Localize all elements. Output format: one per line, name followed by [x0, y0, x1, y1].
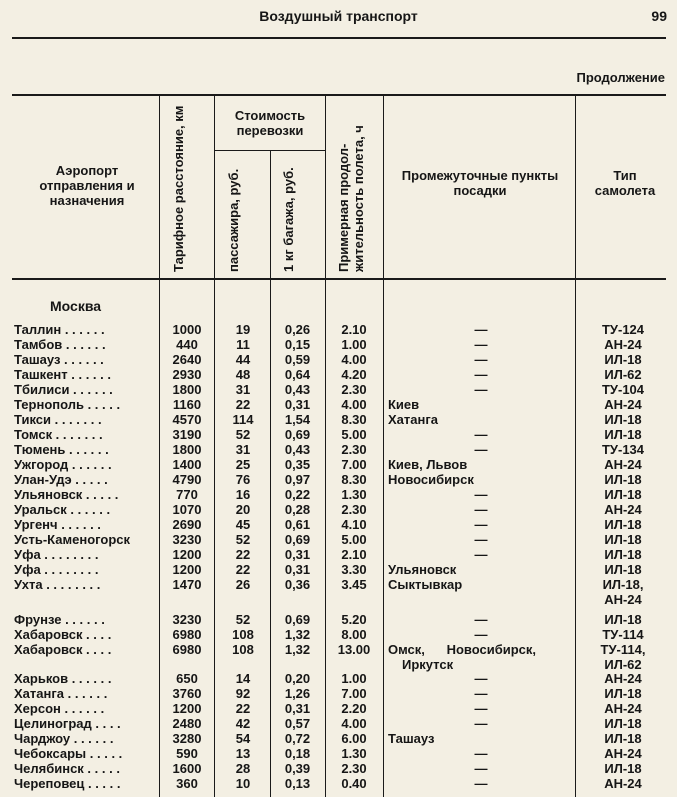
stops-cell: —	[474, 547, 488, 562]
passenger-fare-cell: 108	[232, 642, 254, 657]
stops-cell: —	[474, 761, 488, 776]
stops-cell: —	[474, 352, 488, 367]
passenger-fare-cell: 48	[235, 367, 251, 382]
stops-cell: —	[474, 427, 488, 442]
baggage-fare-cell: 0,35	[284, 457, 311, 472]
duration-cell: 5.00	[341, 532, 367, 547]
page-number: 99	[651, 8, 667, 24]
airport-name: Харьков . . . . . .	[14, 671, 112, 686]
aircraft-cell: ТУ-124	[601, 322, 645, 337]
airport-name: Уральск . . . . . .	[14, 502, 111, 517]
baggage-fare-cell: 0,39	[284, 761, 311, 776]
table-row	[0, 472, 677, 487]
stops-cell: —	[474, 337, 488, 352]
distance-cell: 1160	[172, 397, 202, 412]
table-header-rule	[12, 278, 666, 280]
passenger-fare-cell: 92	[235, 686, 251, 701]
baggage-fare-cell: 0,28	[284, 502, 311, 517]
airport-name: Фрунзе . . . . . .	[14, 612, 105, 627]
duration-cell: 2.30	[341, 761, 367, 776]
airport-name: Череповец . . . . .	[14, 776, 121, 791]
distance-cell: 2480	[172, 716, 202, 731]
table-row	[0, 547, 677, 562]
aircraft-cell: ИЛ-18	[604, 562, 642, 577]
stops-cell: —	[474, 517, 488, 532]
aircraft-cell: АН-24	[604, 397, 642, 412]
stops-cell: —	[474, 532, 488, 547]
distance-cell: 1800	[172, 442, 202, 457]
aircraft-cell: ТУ-114,	[600, 642, 646, 657]
header-airport: Аэропорт отправления и назначения	[39, 163, 135, 208]
airport-name: Тбилиси . . . . . .	[14, 382, 113, 397]
baggage-fare-cell: 0,59	[284, 352, 311, 367]
passenger-fare-cell: 54	[235, 731, 251, 746]
table-row	[0, 776, 677, 791]
baggage-fare-cell: 0,97	[284, 472, 311, 487]
baggage-fare-cell: 0,69	[284, 612, 311, 627]
aircraft-cell-continued: ИЛ-62	[604, 657, 642, 672]
airport-name: Таллин . . . . . .	[14, 322, 105, 337]
airport-name: Ташауз . . . . . .	[14, 352, 104, 367]
baggage-fare-cell: 0,31	[284, 547, 311, 562]
airport-name: Хабаровск . . . .	[14, 627, 112, 642]
distance-cell: 1200	[172, 562, 202, 577]
passenger-fare-cell: 31	[235, 382, 251, 397]
distance-cell: 4570	[172, 412, 202, 427]
duration-cell: 1.00	[341, 337, 367, 352]
airport-name: Ургенч . . . . . .	[14, 517, 101, 532]
distance-cell: 3230	[172, 612, 202, 627]
header-stops: Промежуточные пункты посадки	[401, 168, 559, 198]
aircraft-cell: ИЛ-18	[604, 716, 642, 731]
duration-cell: 2.10	[341, 322, 367, 337]
duration-cell: 7.00	[341, 686, 367, 701]
baggage-fare-cell: 0,72	[284, 731, 311, 746]
distance-cell: 1800	[172, 382, 202, 397]
baggage-fare-cell: 0,64	[284, 367, 311, 382]
stops-cell: —	[474, 701, 488, 716]
duration-cell: 4.20	[341, 367, 367, 382]
passenger-fare-cell: 22	[235, 397, 251, 412]
duration-cell: 5.20	[341, 612, 367, 627]
aircraft-cell: ИЛ-18	[604, 487, 642, 502]
duration-cell: 2.10	[341, 547, 367, 562]
aircraft-cell: ИЛ-18	[604, 547, 642, 562]
stops-cell: —	[474, 671, 488, 686]
distance-cell: 650	[176, 671, 198, 686]
distance-cell: 1470	[172, 577, 202, 592]
table-row	[0, 716, 677, 731]
aircraft-cell: ТУ-134	[601, 442, 645, 457]
airport-name: Ульяновск . . . . .	[14, 487, 119, 502]
aircraft-cell: АН-24	[604, 776, 642, 791]
table-row	[0, 427, 677, 442]
duration-cell: 1.30	[341, 746, 367, 761]
baggage-fare-cell: 0,57	[284, 716, 311, 731]
baggage-fare-cell: 1,32	[284, 642, 311, 657]
duration-cell: 2.30	[341, 442, 367, 457]
header-rule	[12, 37, 666, 39]
passenger-fare-cell: 16	[235, 487, 251, 502]
passenger-fare-cell: 76	[235, 472, 251, 487]
table-row	[0, 577, 677, 607]
passenger-fare-cell: 10	[235, 776, 251, 791]
passenger-fare-cell: 114	[232, 412, 254, 427]
airport-name: Челябинск . . . . .	[14, 761, 120, 776]
aircraft-cell: ИЛ-62	[604, 367, 642, 382]
table-row	[0, 761, 677, 776]
baggage-fare-cell: 0,26	[284, 322, 311, 337]
header-passenger: пассажира, руб.	[226, 168, 241, 272]
stops-cell: Киев	[388, 397, 420, 412]
passenger-fare-cell: 19	[235, 322, 251, 337]
aircraft-cell: АН-24	[604, 457, 642, 472]
distance-cell: 3760	[172, 686, 202, 701]
duration-cell: 4.10	[341, 517, 367, 532]
stops-cell: —	[474, 627, 488, 642]
stops-cell: Киев, Львов	[388, 457, 468, 472]
distance-cell: 1200	[172, 547, 202, 562]
distance-cell: 3230	[172, 532, 202, 547]
airport-name: Улан-Удэ . . . . .	[14, 472, 108, 487]
aircraft-cell: АН-24	[604, 701, 642, 716]
stops-cell: Новосибирск	[388, 472, 474, 487]
table-row	[0, 337, 677, 352]
passenger-fare-cell: 13	[235, 746, 251, 761]
duration-cell: 1.00	[341, 671, 367, 686]
group-heading: Москва	[50, 298, 102, 314]
distance-cell: 2690	[172, 517, 202, 532]
duration-cell: 4.00	[341, 716, 367, 731]
stops-cell: —	[474, 502, 488, 517]
airport-name: Тернополь . . . . .	[14, 397, 121, 412]
aircraft-cell: АН-24	[604, 671, 642, 686]
passenger-fare-cell: 31	[235, 442, 251, 457]
distance-cell: 360	[176, 776, 198, 791]
header-duration: Примерная продол- жительность полета, ч	[336, 125, 366, 272]
running-header: Воздушный транспорт	[259, 8, 418, 24]
aircraft-cell: ИЛ-18,	[602, 577, 644, 592]
stops-cell: —	[474, 776, 488, 791]
aircraft-cell: ИЛ-18	[604, 472, 642, 487]
duration-cell: 7.00	[341, 457, 367, 472]
aircraft-cell: ТУ-114	[602, 627, 644, 642]
table-row	[0, 382, 677, 397]
baggage-fare-cell: 0,31	[284, 701, 311, 716]
stops-cell: —	[474, 382, 488, 397]
aircraft-cell: АН-24	[604, 337, 642, 352]
duration-cell: 4.00	[341, 397, 367, 412]
duration-cell: 4.00	[341, 352, 367, 367]
stops-cell: —	[474, 322, 488, 337]
table-row	[0, 352, 677, 367]
table-row	[0, 746, 677, 761]
distance-cell: 590	[176, 746, 198, 761]
airport-name: Тикси . . . . . . .	[14, 412, 102, 427]
airport-name: Целиноград . . . .	[14, 716, 121, 731]
stops-cell: —	[474, 716, 488, 731]
aircraft-cell: ТУ-104	[601, 382, 645, 397]
duration-cell: 0.40	[341, 776, 367, 791]
airport-name: Чебоксары . . . . .	[14, 746, 123, 761]
distance-cell: 3280	[172, 731, 202, 746]
baggage-fare-cell: 0,69	[284, 427, 311, 442]
distance-cell: 770	[176, 487, 198, 502]
airport-name: Хатанга . . . . . .	[14, 686, 108, 701]
stops-cell: Ташауз	[388, 731, 435, 746]
distance-cell: 6980	[172, 642, 202, 657]
stops-cell-continued: Иркутск	[402, 657, 454, 672]
distance-cell: 2640	[172, 352, 202, 367]
distance-cell: 4790	[172, 472, 202, 487]
baggage-fare-cell: 0,22	[284, 487, 311, 502]
passenger-fare-cell: 22	[235, 547, 251, 562]
table-row	[0, 731, 677, 746]
passenger-fare-cell: 52	[235, 612, 251, 627]
baggage-fare-cell: 0,36	[284, 577, 311, 592]
stops-cell: —	[474, 686, 488, 701]
duration-cell: 8.30	[341, 472, 367, 487]
stops-cell: —	[474, 612, 488, 627]
table-row	[0, 322, 677, 337]
baggage-fare-cell: 1,54	[284, 412, 311, 427]
aircraft-cell: ИЛ-18	[604, 352, 642, 367]
passenger-fare-cell: 22	[235, 701, 251, 716]
aircraft-cell: ИЛ-18	[604, 517, 642, 532]
baggage-fare-cell: 0,31	[284, 562, 311, 577]
passenger-fare-cell: 52	[235, 532, 251, 547]
passenger-fare-cell: 44	[235, 352, 251, 367]
baggage-fare-cell: 0,69	[284, 532, 311, 547]
duration-cell: 8.00	[341, 627, 367, 642]
duration-cell: 3.30	[341, 562, 367, 577]
passenger-fare-cell: 42	[235, 716, 251, 731]
continuation-label: Продолжение	[576, 70, 665, 85]
passenger-fare-cell: 45	[235, 517, 251, 532]
duration-cell: 6.00	[341, 731, 367, 746]
passenger-fare-cell: 22	[235, 562, 251, 577]
distance-cell: 6980	[172, 627, 202, 642]
baggage-fare-cell: 0,15	[284, 337, 311, 352]
duration-cell: 3.45	[341, 577, 367, 592]
duration-cell: 2.30	[341, 382, 367, 397]
distance-cell: 3190	[172, 427, 202, 442]
table-row	[0, 532, 677, 547]
airport-name: Ташкент . . . . . .	[14, 367, 111, 382]
airport-name: Тюмень . . . . . .	[14, 442, 109, 457]
passenger-fare-cell: 20	[235, 502, 251, 517]
baggage-fare-cell: 0,31	[284, 397, 311, 412]
baggage-fare-cell: 0,43	[284, 442, 311, 457]
airport-name: Усть-Каменогорск	[14, 532, 131, 547]
table-row	[0, 502, 677, 517]
stops-cell: —	[474, 746, 488, 761]
airport-name: Уфа . . . . . . . .	[14, 562, 99, 577]
table-row	[0, 367, 677, 382]
table-row	[0, 487, 677, 502]
duration-cell: 13.00	[337, 642, 371, 657]
stops-cell: Омск, Новосибирск,	[388, 642, 537, 657]
baggage-fare-cell: 0,61	[284, 517, 311, 532]
table-row	[0, 686, 677, 701]
baggage-fare-cell: 0,13	[284, 776, 311, 791]
stops-cell: Сыктывкар	[388, 577, 463, 592]
table-row	[0, 562, 677, 577]
passenger-fare-cell: 11	[236, 337, 250, 352]
airport-name: Ухта . . . . . . . .	[14, 577, 101, 592]
table-row	[0, 412, 677, 427]
distance-cell: 1200	[172, 701, 202, 716]
header-baggage: 1 кг багажа, руб.	[281, 167, 296, 272]
aircraft-cell: ИЛ-18	[604, 612, 642, 627]
duration-cell: 8.30	[341, 412, 367, 427]
table-row	[0, 457, 677, 472]
airport-name: Томск . . . . . . .	[14, 427, 103, 442]
header-cost-group: Стоимость перевозки	[234, 108, 306, 138]
airport-name: Ужгород . . . . . .	[14, 457, 112, 472]
table-row	[0, 517, 677, 532]
aircraft-cell: ИЛ-18	[604, 761, 642, 776]
airport-name: Уфа . . . . . . . .	[14, 547, 99, 562]
baggage-fare-cell: 0,43	[284, 382, 311, 397]
stops-cell: —	[474, 487, 488, 502]
aircraft-cell: ИЛ-18	[604, 412, 642, 427]
distance-cell: 1400	[172, 457, 202, 472]
table-row	[0, 442, 677, 457]
airport-name: Чарджоу . . . . . .	[14, 731, 114, 746]
duration-cell: 2.20	[341, 701, 367, 716]
passenger-fare-cell: 108	[232, 627, 254, 642]
distance-cell: 2930	[172, 367, 202, 382]
header-aircraft: Тип самолета	[594, 168, 656, 198]
baggage-fare-cell: 0,20	[284, 671, 311, 686]
duration-cell: 2.30	[341, 502, 367, 517]
airport-name: Тамбов . . . . . .	[14, 337, 106, 352]
passenger-fare-cell: 52	[235, 427, 251, 442]
baggage-fare-cell: 1,32	[284, 627, 311, 642]
distance-cell: 440	[176, 337, 198, 352]
aircraft-cell: ИЛ-18	[604, 532, 642, 547]
stops-cell: —	[474, 442, 488, 457]
distance-cell: 1600	[172, 761, 202, 776]
stops-cell: —	[474, 367, 488, 382]
airport-name: Хабаровск . . . .	[14, 642, 112, 657]
stops-cell: Хатанга	[388, 412, 438, 427]
airport-name: Херсон . . . . . .	[14, 701, 105, 716]
aircraft-cell: АН-24	[604, 746, 642, 761]
baggage-fare-cell: 0,18	[284, 746, 311, 761]
aircraft-cell: АН-24	[604, 502, 642, 517]
header-distance: Тарифное расстояние, км	[171, 105, 186, 272]
table-row	[0, 701, 677, 716]
table-row	[0, 642, 677, 672]
stops-cell: Ульяновск	[388, 562, 457, 577]
passenger-fare-cell: 25	[235, 457, 251, 472]
table-row	[0, 612, 677, 627]
baggage-fare-cell: 1,26	[284, 686, 311, 701]
aircraft-cell: ИЛ-18	[604, 686, 642, 701]
distance-cell: 1070	[172, 502, 202, 517]
aircraft-cell-continued: АН-24	[604, 592, 642, 607]
table-row	[0, 671, 677, 686]
passenger-fare-cell: 14	[235, 671, 251, 686]
duration-cell: 5.00	[341, 427, 367, 442]
aircraft-cell: ИЛ-18	[604, 731, 642, 746]
table-row	[0, 627, 677, 642]
aircraft-cell: ИЛ-18	[604, 427, 642, 442]
distance-cell: 1000	[172, 322, 202, 337]
passenger-fare-cell: 26	[235, 577, 251, 592]
duration-cell: 1.30	[341, 487, 367, 502]
table-row	[0, 397, 677, 412]
passenger-fare-cell: 28	[235, 761, 251, 776]
